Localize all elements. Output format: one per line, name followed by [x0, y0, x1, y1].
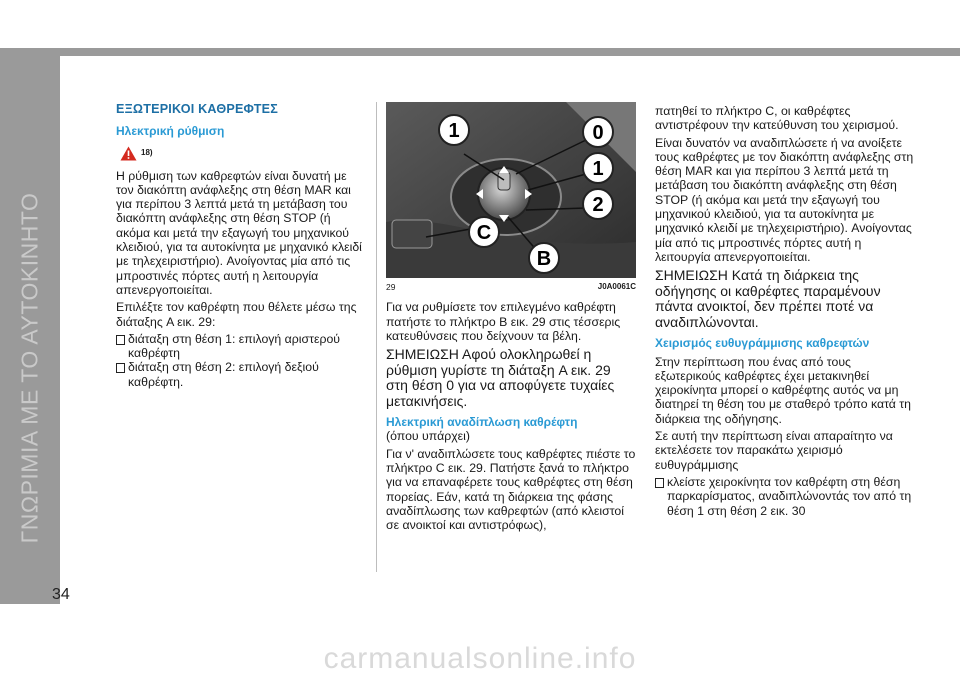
note: ΣΗΜΕΙΩΣΗ Αφού ολοκληρωθεί η ρύθμιση γυρίστε τη διάταξη A εικ. 29 στη θέση 0 για να αποφύγετε τυχαίες μετακινήσεις. — [386, 346, 615, 409]
svg-text:1: 1 — [592, 158, 604, 180]
list-item — [655, 475, 915, 518]
figure-callout-0 — [583, 117, 613, 147]
warning-triangle-icon — [120, 146, 137, 161]
svg-text:1: 1 — [448, 120, 460, 142]
side-band — [0, 48, 60, 604]
top-band — [60, 48, 960, 56]
chapter-title: ΓΝΩΡΙΜΙΑ ΜΕ ΤΟ ΑΥΤΟΚΙΝΗΤΟ — [16, 192, 43, 544]
checkbox-bullet-icon — [655, 478, 664, 488]
figure-callout-2 — [583, 189, 613, 219]
paragraph: Για ν' αναδιπλώσετε τους καθρέφτες πιέστε το πλήκτρο C εικ. 29. Πατήστε ξανά το πλήκτρο για να επαναφέρετε τους καθρέφτες στη θέση πορείας. Εάν, κατά τη διάρκεια της φάσης αναδίπλωσης των καθρεφτών (από κλειστοί σε ανοικτοί και αντιστρόφως), — [386, 446, 636, 533]
paragraph: Επιλέξτε τον καθρέφτη που θέλετε μέσω της διάταξης A εικ. 29: — [116, 300, 357, 329]
paragraph: Σε αυτή την περίπτωση είναι απαραίτητο να εκτελέσετε τον παρακάτω χειρισμό ευθυγράμμισης — [655, 429, 893, 472]
mirror-switch-illustration — [386, 102, 636, 278]
subsection-title: Ηλεκτρική ρύθμιση — [116, 124, 225, 139]
column-2 — [386, 102, 636, 536]
paragraph: Στην περίπτωση που ένας από τους εξωτερικούς καθρέφτες έχει μετακινηθεί χειροκίνητα μπορεί ο καθρέφτης αυτός να μη διατηρεί τη θέση του με σταθερό τρόπο κατά τη διάρκεια της οδήγησης. — [655, 354, 911, 426]
list-item-text: διάταξη στη θέση 2: επιλογή δεξιού καθρέφτη. — [128, 360, 319, 389]
paragraph: Για να ρυθμίσετε τον επιλεγμένο καθρέφτη πατήστε το πλήκτρο B εικ. 29 στις τέσσερις κατευθύνσεις που δείχνουν τα βέλη. — [386, 300, 621, 343]
checkbox-bullet-icon — [116, 335, 125, 345]
figure-code: J0A0061C — [597, 282, 636, 291]
svg-text:0: 0 — [592, 122, 604, 144]
column-1 — [116, 102, 366, 389]
list-item-text: κλείστε χειροκίνητα τον καθρέφτη στη θέση παρκαρίσματος, αναδιπλώνοντάς τον από τη θέση 1 στη θέση 2 εικ. 30 — [667, 474, 912, 518]
watermark: carmanualsonline.info — [323, 642, 637, 675]
list-item-text: διάταξη στη θέση 1: επιλογή αριστερού καθρέφτη — [128, 331, 341, 361]
svg-text:B: B — [536, 248, 552, 270]
paragraph: Η ρύθμιση των καθρεφτών είναι δυνατή με τον διακόπτη ανάφλεξης στη θέση MAR και για περίπου 3 λεπτά μετά τη μετάβαση του διακόπτη ανάφλεξης στη θέση STOP (ή ακόμα και μετά την εξαγωγή του μηχανικού κλειδιού, για τα αυτοκίνητα με μηχανικό κλειδί με τηλεχειριστήριο). Ανοίγοντας μία από τις μπροστινές πόρτες αυτή η λειτουργία απενεργοποιείται. — [116, 168, 362, 297]
page-number: 34 — [52, 586, 70, 603]
subsection-title: Χειρισμός ευθυγράμμισης καθρεφτών — [655, 336, 870, 351]
svg-text:C: C — [476, 222, 492, 244]
list-item — [116, 360, 366, 389]
column-3 — [655, 104, 915, 518]
column-divider — [376, 102, 377, 572]
subtitle-note: (όπου υπάρχει) — [386, 429, 470, 444]
svg-text:2: 2 — [592, 194, 604, 216]
warning-ref-number: 18) — [141, 148, 153, 158]
section-title: ΕΞΩΤΕΡΙΚΟΙ ΚΑΘΡΕΦΤΕΣ — [116, 102, 278, 116]
figure-callout-1 — [439, 115, 469, 145]
fold-button — [392, 220, 432, 248]
mirror-control-figure — [386, 102, 636, 278]
subsection-title: Ηλεκτρική αναδίπλωση καθρέφτη — [386, 415, 578, 430]
list-item — [116, 332, 366, 361]
paragraph: πατηθεί το πλήκτρο C, οι καθρέφτες αντιστρέφουν την κατεύθυνση του χειρισμού. — [655, 104, 899, 133]
paragraph: Είναι δυνατόν να αναδιπλώσετε ή να ανοίξετε τους καθρέφτες με τον διακόπτη ανάφλεξης στη θέση MAR και για περίπου 3 λεπτά μετά τη μετάβαση του διακόπτη ανάφλεξης στη θέση STOP (ή ακόμα και μετά την εξαγωγή του μηχανικού κλειδιού, για τα αυτοκίνητα με μηχανικό κλειδί με τηλεχειριστήριο). Ανοίγοντας μία από τις μπροστινές πόρτες αυτή η λειτουργία απενεργοποιείται. — [655, 135, 914, 264]
note: ΣΗΜΕΙΩΣΗ Κατά τη διάρκεια της οδήγησης οι καθρέφτες παραμένουν πάντα ανοικτοί, δεν πρέπει ποτέ να αναδιπλώνονται. — [655, 267, 881, 330]
figure-callout-c — [469, 217, 499, 247]
figure-caption — [386, 280, 636, 294]
checkbox-bullet-icon — [116, 363, 125, 373]
figure-callout-b — [529, 243, 559, 273]
warning-reference — [120, 145, 366, 163]
figure-number: 29 — [386, 282, 396, 292]
figure-callout-1b — [583, 153, 613, 183]
